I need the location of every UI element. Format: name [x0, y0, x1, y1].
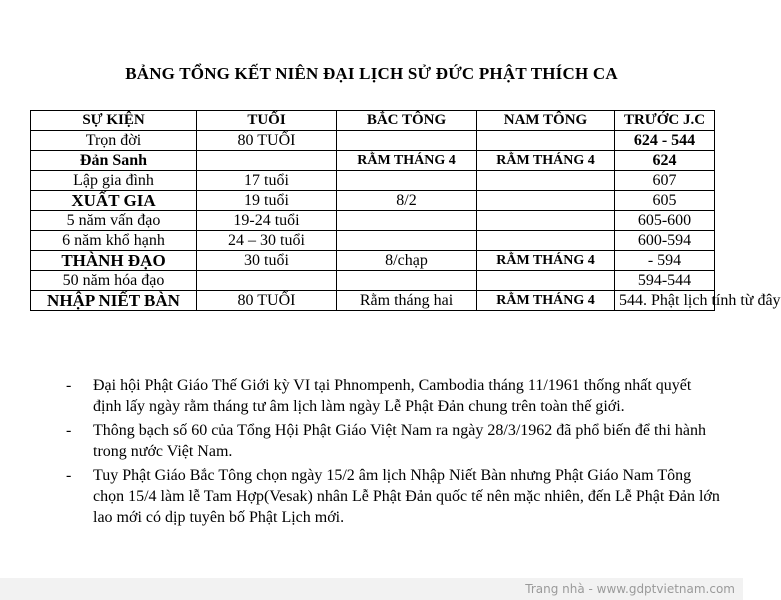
document-title: BẢNG TỔNG KẾT NIÊN ĐẠI LỊCH SỬ ĐỨC PHẬT THÍCH CA [125, 64, 618, 83]
bullet-dash: - [66, 422, 72, 439]
chronology-table [30, 110, 781, 311]
list-item [60, 420, 720, 462]
cell-before-jc: - 594 [615, 251, 715, 271]
cell-nam-tong [477, 271, 615, 291]
table-header-row [31, 111, 715, 131]
site-footer: Trang nhà - www.gdptvietnam.com [0, 578, 743, 600]
header-before-jc: TRƯỚC J.C [615, 111, 715, 131]
table-row [31, 231, 715, 251]
note-text: Tuy Phật Giáo Bắc Tông chọn ngày 15/2 âm lịch Nhập Niết Bàn nhưng Phật Giáo Nam Tông chọn 15/4 làm lễ Tam Hợp(Vesak) nhân Lễ Phật Đản quốc tế nên mặc nhiên, đến Lễ Phật Đản lớn lao mới có dịp tuyên bố Phật Lịch mới. [93, 467, 720, 526]
table-row [31, 271, 715, 291]
table-row [31, 191, 715, 211]
list-item [60, 465, 720, 528]
cell-age: 19 tuổi [197, 191, 337, 211]
cell-age [197, 271, 337, 291]
cell-nam-tong: RẰM THÁNG 4 [477, 151, 615, 171]
cell-bac-tong [337, 271, 477, 291]
cell-nam-tong [477, 231, 615, 251]
cell-event: 6 năm khổ hạnh [31, 231, 197, 251]
cell-before-jc: 607 [615, 171, 715, 191]
cell-event: Lập gia đình [31, 171, 197, 191]
note-text: Thông bạch số 60 của Tổng Hội Phật Giáo Việt Nam ra ngày 28/3/1962 đã phổ biến để thi hành trong nước Việt Nam. [93, 422, 706, 460]
cell-before-jc: 544. Phật lịch tính từ đây [615, 291, 715, 311]
cell-bac-tong: 8/2 [337, 191, 477, 211]
cell-before-jc: 594-544 [615, 271, 715, 291]
bullet-dash: - [66, 467, 72, 484]
list-item [60, 375, 720, 417]
cell-event: Trọn đời [31, 131, 197, 151]
cell-nam-tong [477, 171, 615, 191]
header-age: TUỔI [197, 111, 337, 131]
table-row [31, 171, 715, 191]
cell-nam-tong [477, 211, 615, 231]
notes-list [60, 375, 720, 531]
cell-event: Đản Sanh [31, 151, 197, 171]
cell-bac-tong: 8/chạp [337, 251, 477, 271]
table-row [31, 251, 715, 271]
cell-nam-tong: RẰM THÁNG 4 [477, 291, 615, 311]
cell-event: 50 năm hóa đạo [31, 271, 197, 291]
cell-age: 17 tuổi [197, 171, 337, 191]
cell-age: 80 TUỔI [197, 291, 337, 311]
table-row [31, 131, 715, 151]
note-text: Đại hội Phật Giáo Thế Giới kỳ VI tại Phnompenh, Cambodia tháng 11/1961 thống nhất quyết định lấy ngày rằm tháng tư âm lịch làm ngày Lễ Phật Đản chung trên toàn thế giới. [93, 377, 692, 415]
cell-nam-tong: RẰM THÁNG 4 [477, 251, 615, 271]
table-row [31, 211, 715, 231]
cell-age: 24 – 30 tuổi [197, 231, 337, 251]
cell-bac-tong: Rằm tháng hai [337, 291, 477, 311]
cell-before-jc: 600-594 [615, 231, 715, 251]
header-event: SỰ KIỆN [31, 111, 197, 131]
cell-age: 80 TUỔI [197, 131, 337, 151]
cell-event: THÀNH ĐẠO [31, 251, 197, 271]
table-row [31, 291, 715, 311]
cell-bac-tong [337, 211, 477, 231]
bullet-dash: - [66, 377, 72, 394]
cell-before-jc: 624 [615, 151, 715, 171]
header-nam-tong: NAM TÔNG [477, 111, 615, 131]
cell-before-jc: 605 [615, 191, 715, 211]
cell-before-jc: 624 - 544 [615, 131, 715, 151]
cell-age: 19-24 tuổi [197, 211, 337, 231]
cell-bac-tong [337, 231, 477, 251]
cell-event: NHẬP NIẾT BÀN [31, 291, 197, 311]
cell-before-jc: 605-600 [615, 211, 715, 231]
cell-bac-tong [337, 171, 477, 191]
cell-event: XUẤT GIA [31, 191, 197, 211]
cell-bac-tong: RẰM THÁNG 4 [337, 151, 477, 171]
header-bac-tong: BẮC TÔNG [337, 111, 477, 131]
cell-nam-tong [477, 191, 615, 211]
cell-nam-tong [477, 131, 615, 151]
cell-age [197, 151, 337, 171]
cell-event: 5 năm vấn đạo [31, 211, 197, 231]
cell-bac-tong [337, 131, 477, 151]
table-row [31, 151, 715, 171]
cell-age: 30 tuổi [197, 251, 337, 271]
